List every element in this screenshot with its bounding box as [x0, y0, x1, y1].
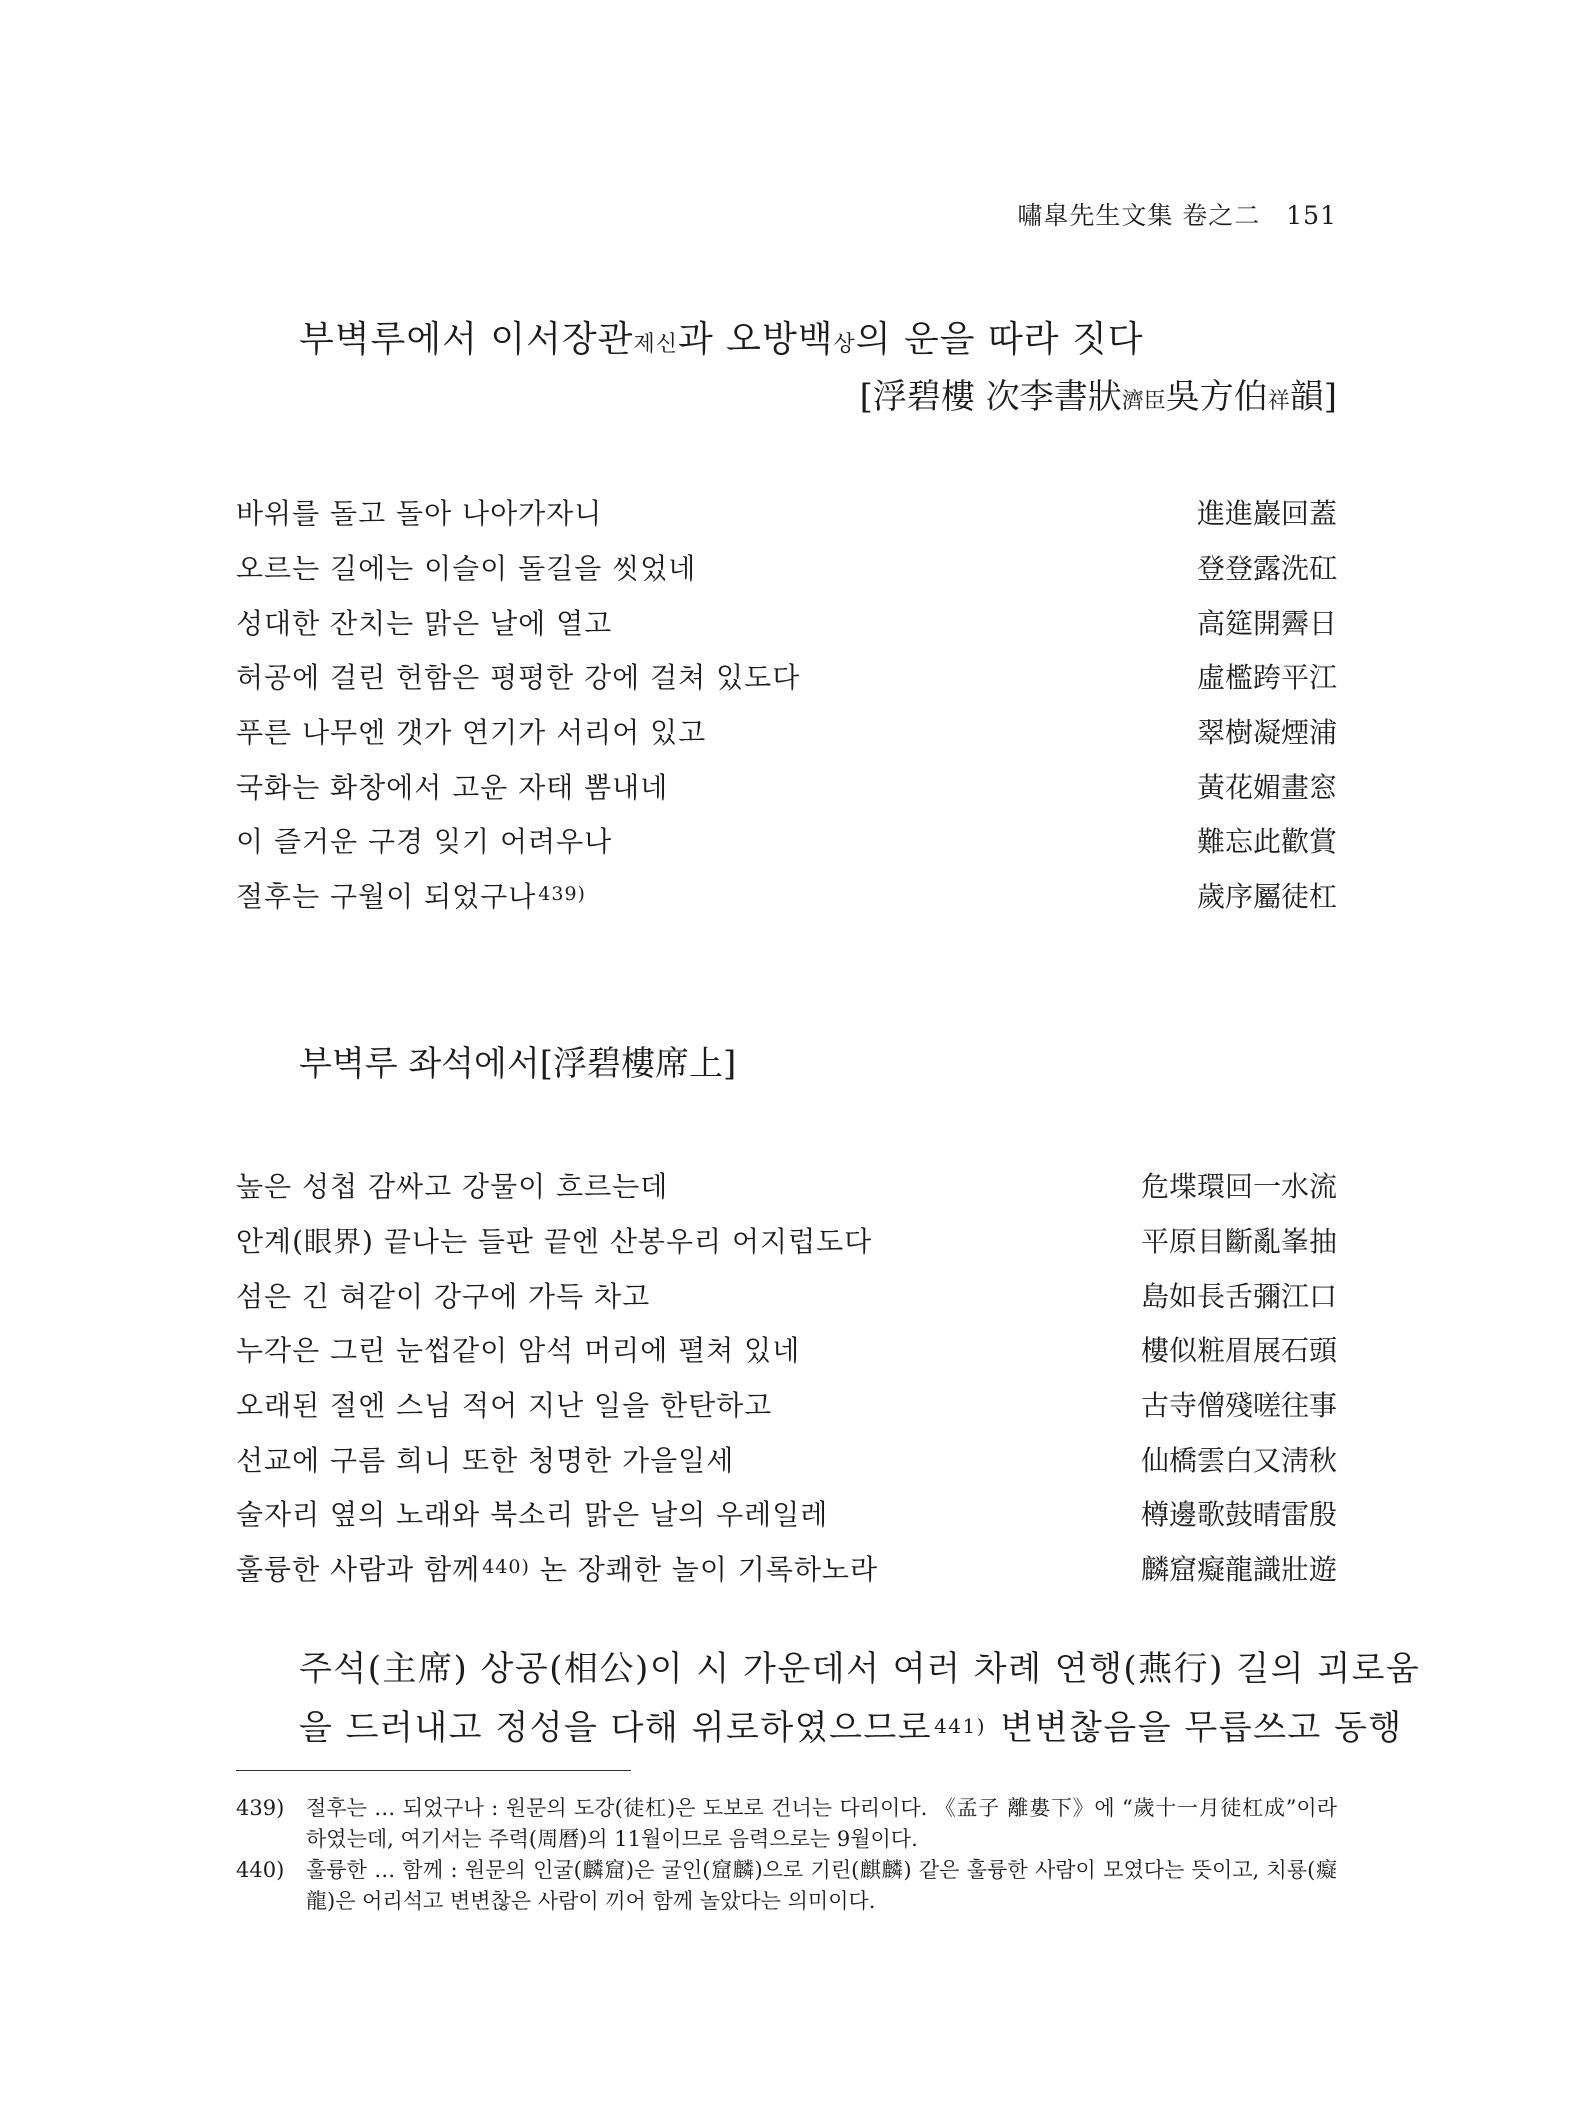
- footnote-ref[interactable]: 440): [482, 1556, 530, 1579]
- hanja-line: 平原目斷亂峯抽: [1140, 1225, 1337, 1259]
- footnotes: [236, 1793, 1337, 1917]
- hanja-line: 虛檻跨平江: [1196, 661, 1337, 695]
- hanja-line: 古寺僧殘嗟往事: [1140, 1389, 1337, 1423]
- poem1-hanja-gloss: 濟臣: [1121, 389, 1166, 414]
- poem1-hanja-part: 吳方伯: [1165, 377, 1268, 417]
- korean-line: 허공에 걸린 헌함은 평평한 강에 걸쳐 있도다: [236, 661, 801, 695]
- footnote: [236, 1855, 1337, 1917]
- poem1-hanja-title: [860, 369, 1337, 418]
- book-title: 嘯皐先生文集 卷之二: [1017, 201, 1261, 230]
- hanja-line: 進進巖回蓋: [1196, 497, 1337, 531]
- poem-line: [236, 813, 1337, 868]
- korean-line: 술자리 옆의 노래와 북소리 맑은 날의 우레일레: [236, 1498, 829, 1532]
- poem1-hanja-part: 韻]: [1289, 377, 1337, 417]
- prose-text: 을 드러내고 정성을 다해 위로하였으므로: [299, 1708, 933, 1748]
- footnote-number: 439): [236, 1796, 285, 1820]
- poem-line: [236, 704, 1337, 759]
- poem1-lines: [236, 485, 1337, 923]
- poem-line: [236, 594, 1337, 649]
- hanja-line: 黃花媚畫窓: [1196, 770, 1337, 804]
- footnote-text: 절후는 … 되었구나 : 원문의 도강(徒杠)은 도보로 건너는 다리이다. 《孟子 離婁下》에 “歲十一月徒杠成”이라 하였는데, 여기서는 주력(周曆)의 11월이므로 음력으로는 9월이다.: [306, 1796, 1337, 1851]
- footnote: [236, 1793, 1337, 1855]
- poem1-title-part: 과 오방백: [677, 319, 834, 360]
- korean-line: 오르는 길에는 이슬이 돌길을 씻었네: [236, 552, 697, 586]
- footnote-divider: [236, 1770, 631, 1771]
- korean-line: 푸른 나무엔 갯가 연기가 서리어 있고: [236, 716, 707, 750]
- korean-line: 안계(眼界) 끝나는 들판 끝엔 산봉우리 어지럽도다: [236, 1225, 873, 1259]
- prose-text: 변변찮음을 무릅쓰고 동행: [988, 1708, 1403, 1748]
- korean-line: [236, 1548, 878, 1588]
- poem-line: [236, 1267, 1337, 1322]
- korean-line: 이 즐거운 구경 잊기 어려우나: [236, 825, 613, 859]
- footnote-number: 440): [236, 1858, 285, 1882]
- hanja-line: 危堞環回一水流: [1140, 1170, 1337, 1204]
- korean-line: 국화는 화창에서 고운 자태 뽐내네: [236, 770, 669, 804]
- prose-paragraph: [299, 1640, 1421, 1762]
- poem1-title-gloss: 상: [833, 332, 856, 357]
- hanja-line: 樽邊歌鼓晴雷殷: [1140, 1498, 1337, 1532]
- korean-line: [236, 875, 586, 915]
- poem-line: [236, 485, 1337, 540]
- footnote-ref[interactable]: 441): [934, 1714, 987, 1738]
- prose-line: [299, 1699, 1403, 1762]
- hanja-line: 登登露洗矼: [1196, 552, 1337, 586]
- korean-line-text: 훌륭한 사람과 함께: [236, 1553, 481, 1587]
- hanja-line: 高筵開霽日: [1196, 606, 1337, 640]
- korean-line: 섬은 긴 혀같이 강구에 가득 차고: [236, 1279, 651, 1313]
- korean-line-text: 절후는 구월이 되었구나: [236, 880, 537, 914]
- poem-line: [236, 758, 1337, 813]
- footnote-text: 훌륭한 … 함께 : 원문의 인굴(麟窟)은 굴인(窟麟)으로 기린(麒麟) 같은 훌륭한 사람이 모였다는 뜻이고, 치룡(癡龍)은 어리석고 변변찮은 사람이 끼어 함께 놀았다는 의미이다.: [306, 1858, 1337, 1913]
- poem1-title-part: 의 운을 따라 짓다: [855, 319, 1144, 360]
- poem-line: [236, 649, 1337, 704]
- korean-line: 바위를 돌고 돌아 나아가자니: [236, 497, 603, 531]
- prose-line: 주석(主席) 상공(相公)이 시 가운데서 여러 차례 연행(燕行) 길의 괴로움: [299, 1649, 1421, 1689]
- korean-line: 성대한 잔치는 맑은 날에 열고: [236, 606, 613, 640]
- korean-line: 높은 성첩 감싸고 강물이 흐르는데: [236, 1170, 669, 1204]
- poem-line: [236, 1377, 1337, 1432]
- korean-line: 누각은 그린 눈썹같이 암석 머리에 펼쳐 있네: [236, 1334, 801, 1368]
- poem-line: [236, 1213, 1337, 1268]
- poem-line: [236, 868, 1337, 923]
- hanja-line: 樓似粧眉展石頭: [1140, 1334, 1337, 1368]
- poem1-title-part: 부벽루에서 이서장관: [299, 319, 634, 360]
- footnote-ref[interactable]: 439): [538, 883, 586, 906]
- poem2-title: 부벽루 좌석에서[浮碧樓席上]: [299, 1044, 737, 1084]
- poem-line: [236, 540, 1337, 595]
- running-header: [1017, 196, 1337, 232]
- korean-line: 선교에 구름 희니 또한 청명한 가을일세: [236, 1443, 735, 1477]
- hanja-line: 歲序屬徒杠: [1196, 880, 1337, 914]
- poem-line: [236, 1322, 1337, 1377]
- poem-line: [236, 1541, 1337, 1596]
- hanja-line: 仙橋雲白又淸秋: [1140, 1443, 1337, 1477]
- hanja-line: 麟窟癡龍識壯遊: [1140, 1553, 1337, 1587]
- page-number: 151: [1286, 201, 1337, 230]
- poem2-lines: [236, 1158, 1337, 1596]
- poem1-title-gloss: 제신: [633, 332, 678, 357]
- poem1-hanja-gloss: 祥: [1267, 389, 1290, 414]
- poem-line: [236, 1158, 1337, 1213]
- hanja-line: 島如長舌彌江口: [1140, 1279, 1337, 1313]
- poem-line: [236, 1486, 1337, 1541]
- korean-line-text: 논 장쾌한 놀이 기록하노라: [529, 1553, 879, 1587]
- poem1-title: [299, 311, 1144, 362]
- hanja-line: 難忘此歡賞: [1196, 825, 1337, 859]
- hanja-line: 翠樹凝煙浦: [1196, 716, 1337, 750]
- poem1-hanja-part: [浮碧樓 次李書狀: [859, 377, 1122, 417]
- poem-line: [236, 1431, 1337, 1486]
- korean-line: 오래된 절엔 스님 적어 지난 일을 한탄하고: [236, 1389, 773, 1423]
